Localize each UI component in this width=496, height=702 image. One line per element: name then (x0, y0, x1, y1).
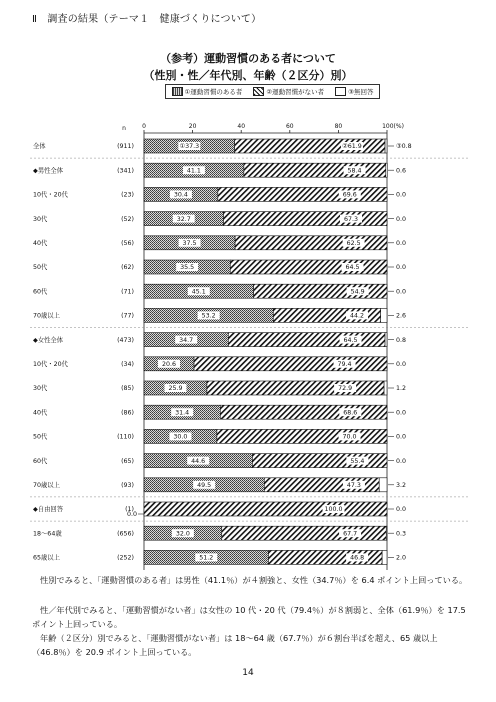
bar-value-label-na: 0.0 (396, 264, 407, 272)
legend-label-na: ③無回答 (348, 88, 374, 96)
row-n-value: (93) (121, 482, 134, 489)
bar-value-label-no: 68.6 (343, 409, 358, 417)
bar-segment-no (144, 502, 387, 516)
bar-value-label-yes: ①37.3 (179, 143, 200, 151)
bar-value-label-no: 58.4 (347, 167, 362, 175)
bar-value-label-yes: 45.1 (191, 288, 206, 296)
row-label: 60代 (33, 457, 48, 465)
row-label: 70歳以上 (33, 482, 60, 489)
bar-value-label-na: 2.6 (396, 312, 407, 320)
bar-value-label-no: 67.3 (344, 215, 359, 223)
row-n-value: (85) (121, 385, 134, 393)
x-tick-label: 80 (334, 123, 343, 130)
bar-segment-na (386, 163, 387, 177)
bar-value-label-no: 70.0 (342, 433, 357, 441)
bar-segment-no (217, 429, 387, 443)
bar-value-label-yes: 34.7 (179, 336, 194, 344)
bar-value-label-no: 100.0 (324, 506, 343, 514)
page-number: 14 (242, 668, 254, 678)
legend-label-yes: ①運動習慣のある者 (184, 88, 243, 96)
bar-segment-na (379, 478, 387, 492)
row-label: 全体 (33, 143, 46, 151)
row-n-value: (252) (117, 554, 134, 562)
legend-label-no: ②運動習慣がない者 (266, 88, 325, 96)
bar-segment-no (194, 357, 387, 371)
bar-value-label-yes: 44.6 (191, 457, 206, 465)
paragraph-text-2: 性／年代別でみると、「運動習慣がない者」は女性の 10 代・20 代（79.4％）が８割弱と、全体（61.9％）を 17.5 ポイント上回っている。 (32, 605, 466, 629)
bar-value-label-yes: 51.2 (199, 554, 214, 562)
row-n-value: (656) (117, 530, 134, 538)
bar-value-label-yes-zero: 0.0 (126, 511, 137, 518)
row-n-value: (77) (121, 312, 134, 320)
bar-value-label-no: 47.3 (346, 482, 361, 489)
row-n-value: (52) (121, 215, 134, 223)
row-n-value: (56) (121, 240, 134, 247)
bar-value-label-yes: 49.5 (197, 482, 212, 489)
bar-value-label-no: 64.5 (343, 336, 358, 344)
bar-value-label-no: 62.5 (346, 240, 361, 247)
row-n-value: (34) (121, 361, 134, 368)
paragraph-1 (32, 574, 472, 590)
row-label: 10代・20代 (33, 191, 68, 199)
bar-value-label-yes: 31.4 (175, 409, 190, 417)
bar-value-label-na: 0.8 (396, 336, 407, 344)
bar-value-label-na: 0.0 (396, 409, 407, 417)
bar-segment-no (218, 187, 387, 201)
row-label: ◆男性全体 (33, 167, 64, 175)
bar-value-label-no: 44.2 (350, 312, 365, 320)
bar-value-label-na: 0.0 (396, 506, 407, 514)
bar-value-label-yes: 41.1 (186, 167, 201, 175)
row-label: 70歳以上 (33, 312, 60, 320)
row-label: 60代 (33, 288, 48, 296)
bar-value-label-na: 0.0 (396, 457, 407, 465)
row-label: 40代 (33, 240, 48, 247)
bar-value-label-yes: 30.4 (173, 191, 188, 199)
row-label: ◆女性全体 (33, 336, 64, 344)
row-n-value: (110) (117, 433, 134, 441)
row-label: 50代 (33, 264, 48, 272)
bar-value-label-na: 3.2 (396, 482, 407, 489)
row-n-value: (86) (121, 409, 134, 417)
bar-segment-na (382, 550, 387, 564)
bar-value-label-yes: 37.5 (182, 240, 197, 247)
bar-segment-no (220, 405, 387, 419)
row-label: 40代 (33, 409, 48, 417)
paragraph-3 (32, 632, 472, 661)
row-label: 65歳以上 (33, 554, 60, 562)
bar-value-label-no: 54.9 (350, 288, 365, 296)
x-tick-label: 0 (142, 123, 146, 130)
bar-segment-na (385, 333, 387, 347)
bar-value-label-na: 0.6 (396, 167, 407, 175)
n-column-header: n (122, 125, 126, 132)
row-label: 10代・20代 (33, 361, 68, 368)
bar-segment-no (223, 212, 387, 226)
x-tick-label: 100(%) (382, 123, 404, 130)
bar-value-label-na: 0.0 (396, 361, 407, 368)
bar-value-label-na: 0.0 (396, 433, 407, 441)
bar-value-label-yes: 32.0 (175, 530, 190, 538)
bar-value-label-na: 0.3 (396, 530, 407, 538)
bar-value-label-yes: 20.6 (162, 361, 177, 368)
row-n-value: (62) (121, 264, 134, 272)
bar-value-label-na: 0.0 (396, 191, 407, 199)
bar-segment-na (381, 308, 387, 322)
bar-value-label-yes: 25.9 (168, 385, 183, 393)
row-n-value: (1) (125, 506, 134, 514)
row-label: 30代 (33, 215, 48, 223)
bar-segment-no (207, 381, 384, 395)
bar-value-label-no: 72.9 (338, 385, 353, 393)
bar-value-label-no: 67.7 (343, 530, 358, 538)
bar-value-label-na: 0.0 (396, 215, 407, 223)
paragraph-2 (32, 604, 472, 633)
x-tick-label: 20 (188, 123, 197, 130)
row-label: 30代 (33, 385, 48, 393)
bar-value-label-yes: 32.7 (176, 215, 191, 223)
bar-value-label-no: 79.4 (337, 361, 352, 368)
bar-segment-na (384, 381, 387, 395)
bar-segment-na (385, 139, 387, 153)
bar-value-label-na: ③0.8 (396, 143, 412, 151)
chart-subtitle: （性別・性／年代別、年齢（２区分）別） (143, 69, 353, 82)
bar-value-label-na: 2.0 (396, 554, 407, 562)
bar-value-label-no: 46.8 (350, 554, 365, 562)
row-n-value: (473) (117, 336, 134, 344)
bar-value-label-no: ②61.9 (342, 143, 362, 151)
chart-title: （参考）運動習慣のある者について (160, 52, 336, 65)
paragraph-text-1: 性別でみると、「運動習慣のある者」は男性（41.1％）が４割強と、女性（34.7％）を 6.4 ポイント上回っている。 (40, 575, 468, 585)
bar-value-label-no: 64.5 (345, 264, 360, 272)
row-n-value: (23) (121, 191, 134, 199)
row-label: 50代 (33, 433, 48, 441)
bar-segment-na (386, 526, 387, 540)
bar-value-label-na: 0.0 (396, 288, 407, 296)
section-header: Ⅱ 調査の結果（テーマ１ 健康づくりについて） (32, 14, 262, 25)
bar-value-label-na: 1.2 (396, 385, 407, 393)
x-tick-label: 60 (285, 123, 294, 130)
bar-segment-no (222, 526, 387, 540)
x-tick-label: 40 (237, 123, 246, 130)
bar-value-label-yes: 35.5 (180, 264, 195, 272)
row-n-value: (911) (117, 143, 134, 151)
bar-value-label-na: 0.0 (396, 240, 407, 247)
row-n-value: (65) (121, 457, 134, 465)
bar-value-label-yes: 30.0 (173, 433, 188, 441)
bar-value-label-yes: 53.2 (201, 312, 216, 320)
row-n-value: (341) (117, 167, 134, 175)
bar-value-label-no: 69.6 (342, 191, 357, 199)
row-label: ◆自由回答 (33, 506, 64, 514)
row-n-value: (71) (121, 288, 134, 296)
paragraph-text-3: 年齢（２区分）別でみると、「運動習慣がない者」は 18～64 歳（67.7％）が６割台半ばを超え、65 歳以上（46.8％）を 20.9 ポイント上回っている。 (32, 633, 438, 657)
row-label: 18～64歳 (33, 530, 62, 538)
bar-value-label-no: 55.4 (350, 457, 365, 465)
